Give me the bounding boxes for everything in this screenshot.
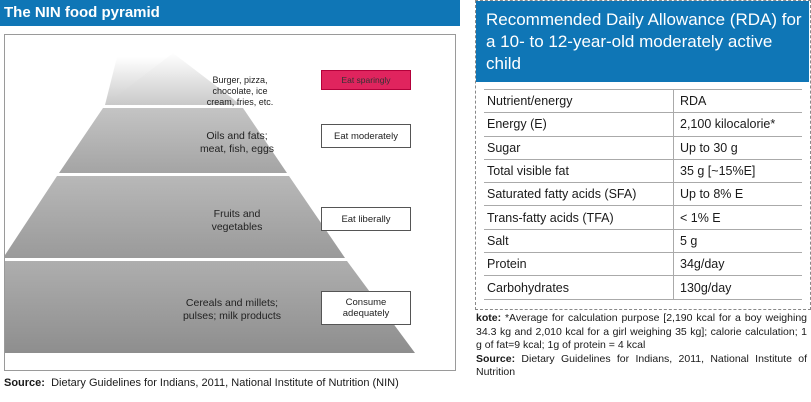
rda-table (484, 89, 802, 300)
rda-nutrient-cell: Energy (E) (484, 113, 674, 136)
rda-table-row (484, 229, 802, 252)
rda-panel (475, 0, 811, 310)
rda-nutrient-cell: Saturated fatty acids (SFA) (484, 183, 674, 206)
rda-value-cell: < 1% E (674, 206, 803, 229)
rda-nutrient-cell: Salt (484, 229, 674, 252)
rda-table-row (484, 183, 802, 206)
advice-consume-adequately: Consume adequately (321, 291, 411, 325)
pyramid-title-bar (0, 0, 460, 26)
rda-value-cell: Up to 30 g (674, 136, 803, 159)
tier-2-label: Oils and fats; meat, fish, eggs (199, 130, 275, 155)
advice-eat-liberally: Eat liberally (321, 207, 411, 231)
rda-title-bar (476, 1, 809, 82)
rda-table-row (484, 159, 802, 182)
rda-nutrient-cell: Carbohydrates (484, 276, 674, 299)
rda-table-row (484, 136, 802, 159)
pyramid-title: The NIN food pyramid (4, 4, 160, 21)
advice-eat-sparingly: Eat sparingly (321, 70, 411, 90)
rda-notes (476, 312, 807, 380)
advice-eat-moderately: Eat moderately (321, 124, 411, 148)
rda-col-header: RDA (674, 90, 803, 113)
rda-value-cell: 35 g [~15%E] (674, 159, 803, 182)
rda-nutrient-cell: Total visible fat (484, 159, 674, 182)
rda-value-cell: Up to 8% E (674, 183, 803, 206)
rda-header-row (484, 90, 802, 113)
rda-title: Recommended Daily Allowance (RDA) for a 10- to 12-year-old moderately active child (486, 10, 802, 73)
rda-table-row (484, 206, 802, 229)
rda-nutrient-cell: Trans-fatty acids (TFA) (484, 206, 674, 229)
tier-3-label: Fruits and vegetables (211, 208, 263, 233)
rda-footnote: kote: *Average for calculation purpose [2,190 kcal for a boy weighing 34.3 kg and 2,010 kcal for a girl weighing 35 kg]; calorie calculation; 1 g of fat=9 kcal; 1g of protein = 4 kcal (476, 312, 807, 351)
rda-nutrient-cell: Sugar (484, 136, 674, 159)
rda-table-row (484, 276, 802, 299)
rda-source: Source: Dietary Guidelines for Indians, 2011, National Institute of Nutrition (476, 352, 807, 378)
rda-table-row (484, 113, 802, 136)
rda-value-cell: 34g/day (674, 253, 803, 276)
rda-value-cell: 5 g (674, 229, 803, 252)
rda-value-cell: 130g/day (674, 276, 803, 299)
tier-1-label: Burger, pizza, chocolate, ice cream, fries, etc. (206, 75, 274, 107)
rda-nutrient-cell: Protein (484, 253, 674, 276)
rda-col-header: Nutrient/energy (484, 90, 674, 113)
tier-4-label: Cereals and millets; pulses; milk products (182, 297, 282, 322)
pyramid-source: Source: Dietary Guidelines for Indians, 2011, National Institute of Nutrition (NIN) (4, 377, 399, 389)
rda-value-cell: 2,100 kilocalorie* (674, 113, 803, 136)
rda-table-row (484, 253, 802, 276)
pyramid-figure (4, 34, 456, 371)
